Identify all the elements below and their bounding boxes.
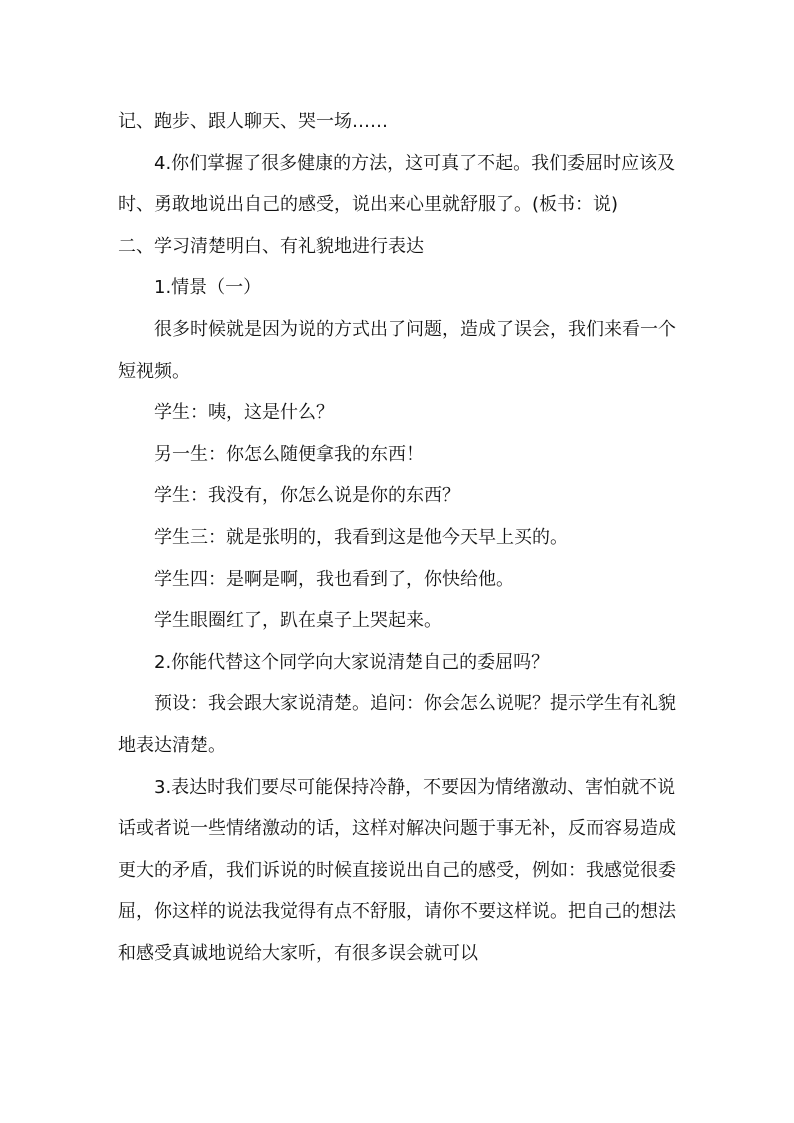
dialogue-line-2: 另一生：你怎么随便拿我的东西！ (154, 443, 424, 465)
paragraph-video-intro: 很多时候就是因为说的方式出了问题，造成了误会，我们来看一个短视频。 (118, 318, 676, 382)
document-body (118, 101, 678, 974)
scenario-heading: 1.情景（一） (154, 277, 262, 299)
dialogue-line-3: 学生：我没有，你怎么说是你的东西？ (154, 485, 460, 507)
question-2: 2.你能代替这个同学向大家说清楚自己的委屈吗？ (154, 651, 550, 673)
narration-line: 学生眼圈红了，趴在桌子上哭起来。 (154, 610, 442, 632)
dialogue-line-5: 学生四：是啊是啊，我也看到了，你快给他。 (154, 568, 514, 590)
section-heading-2: 二、学习清楚明白、有礼貌地进行表达 (118, 235, 424, 257)
preset-answer: 预设：我会跟大家说清楚。追问：你会怎么说呢？提示学生有礼貌地表达清楚。 (118, 693, 676, 756)
dialogue-line-1: 学生：咦，这是什么？ (154, 402, 334, 424)
paragraph-point-4: 4.你们掌握了很多健康的方法，这可真了不起。我们委屈时应该及时、勇敢地说出自己的感受，说出来心里就舒服了。(板书：说) (118, 152, 676, 216)
dialogue-line-4: 学生三：就是张明的，我看到这是他今天早上买的。 (154, 526, 568, 548)
paragraph-continuation: 记、跑步、跟人聊天、哭一场…… (118, 111, 388, 132)
paragraph-point-3: 3.表达时我们要尽可能保持冷静，不要因为情绪激动、害怕就不说话或者说一些情绪激动的话，这样对解决问题于事无补，反而容易造成更大的矛盾，我们诉说的时候直接说出自己的感受，例如：我感觉很委屈，你这样的说法我觉得有点不舒服，请你不要这样说。把自己的想法和感受真诚地说给大家听，有很多误会就可以 (118, 776, 676, 964)
